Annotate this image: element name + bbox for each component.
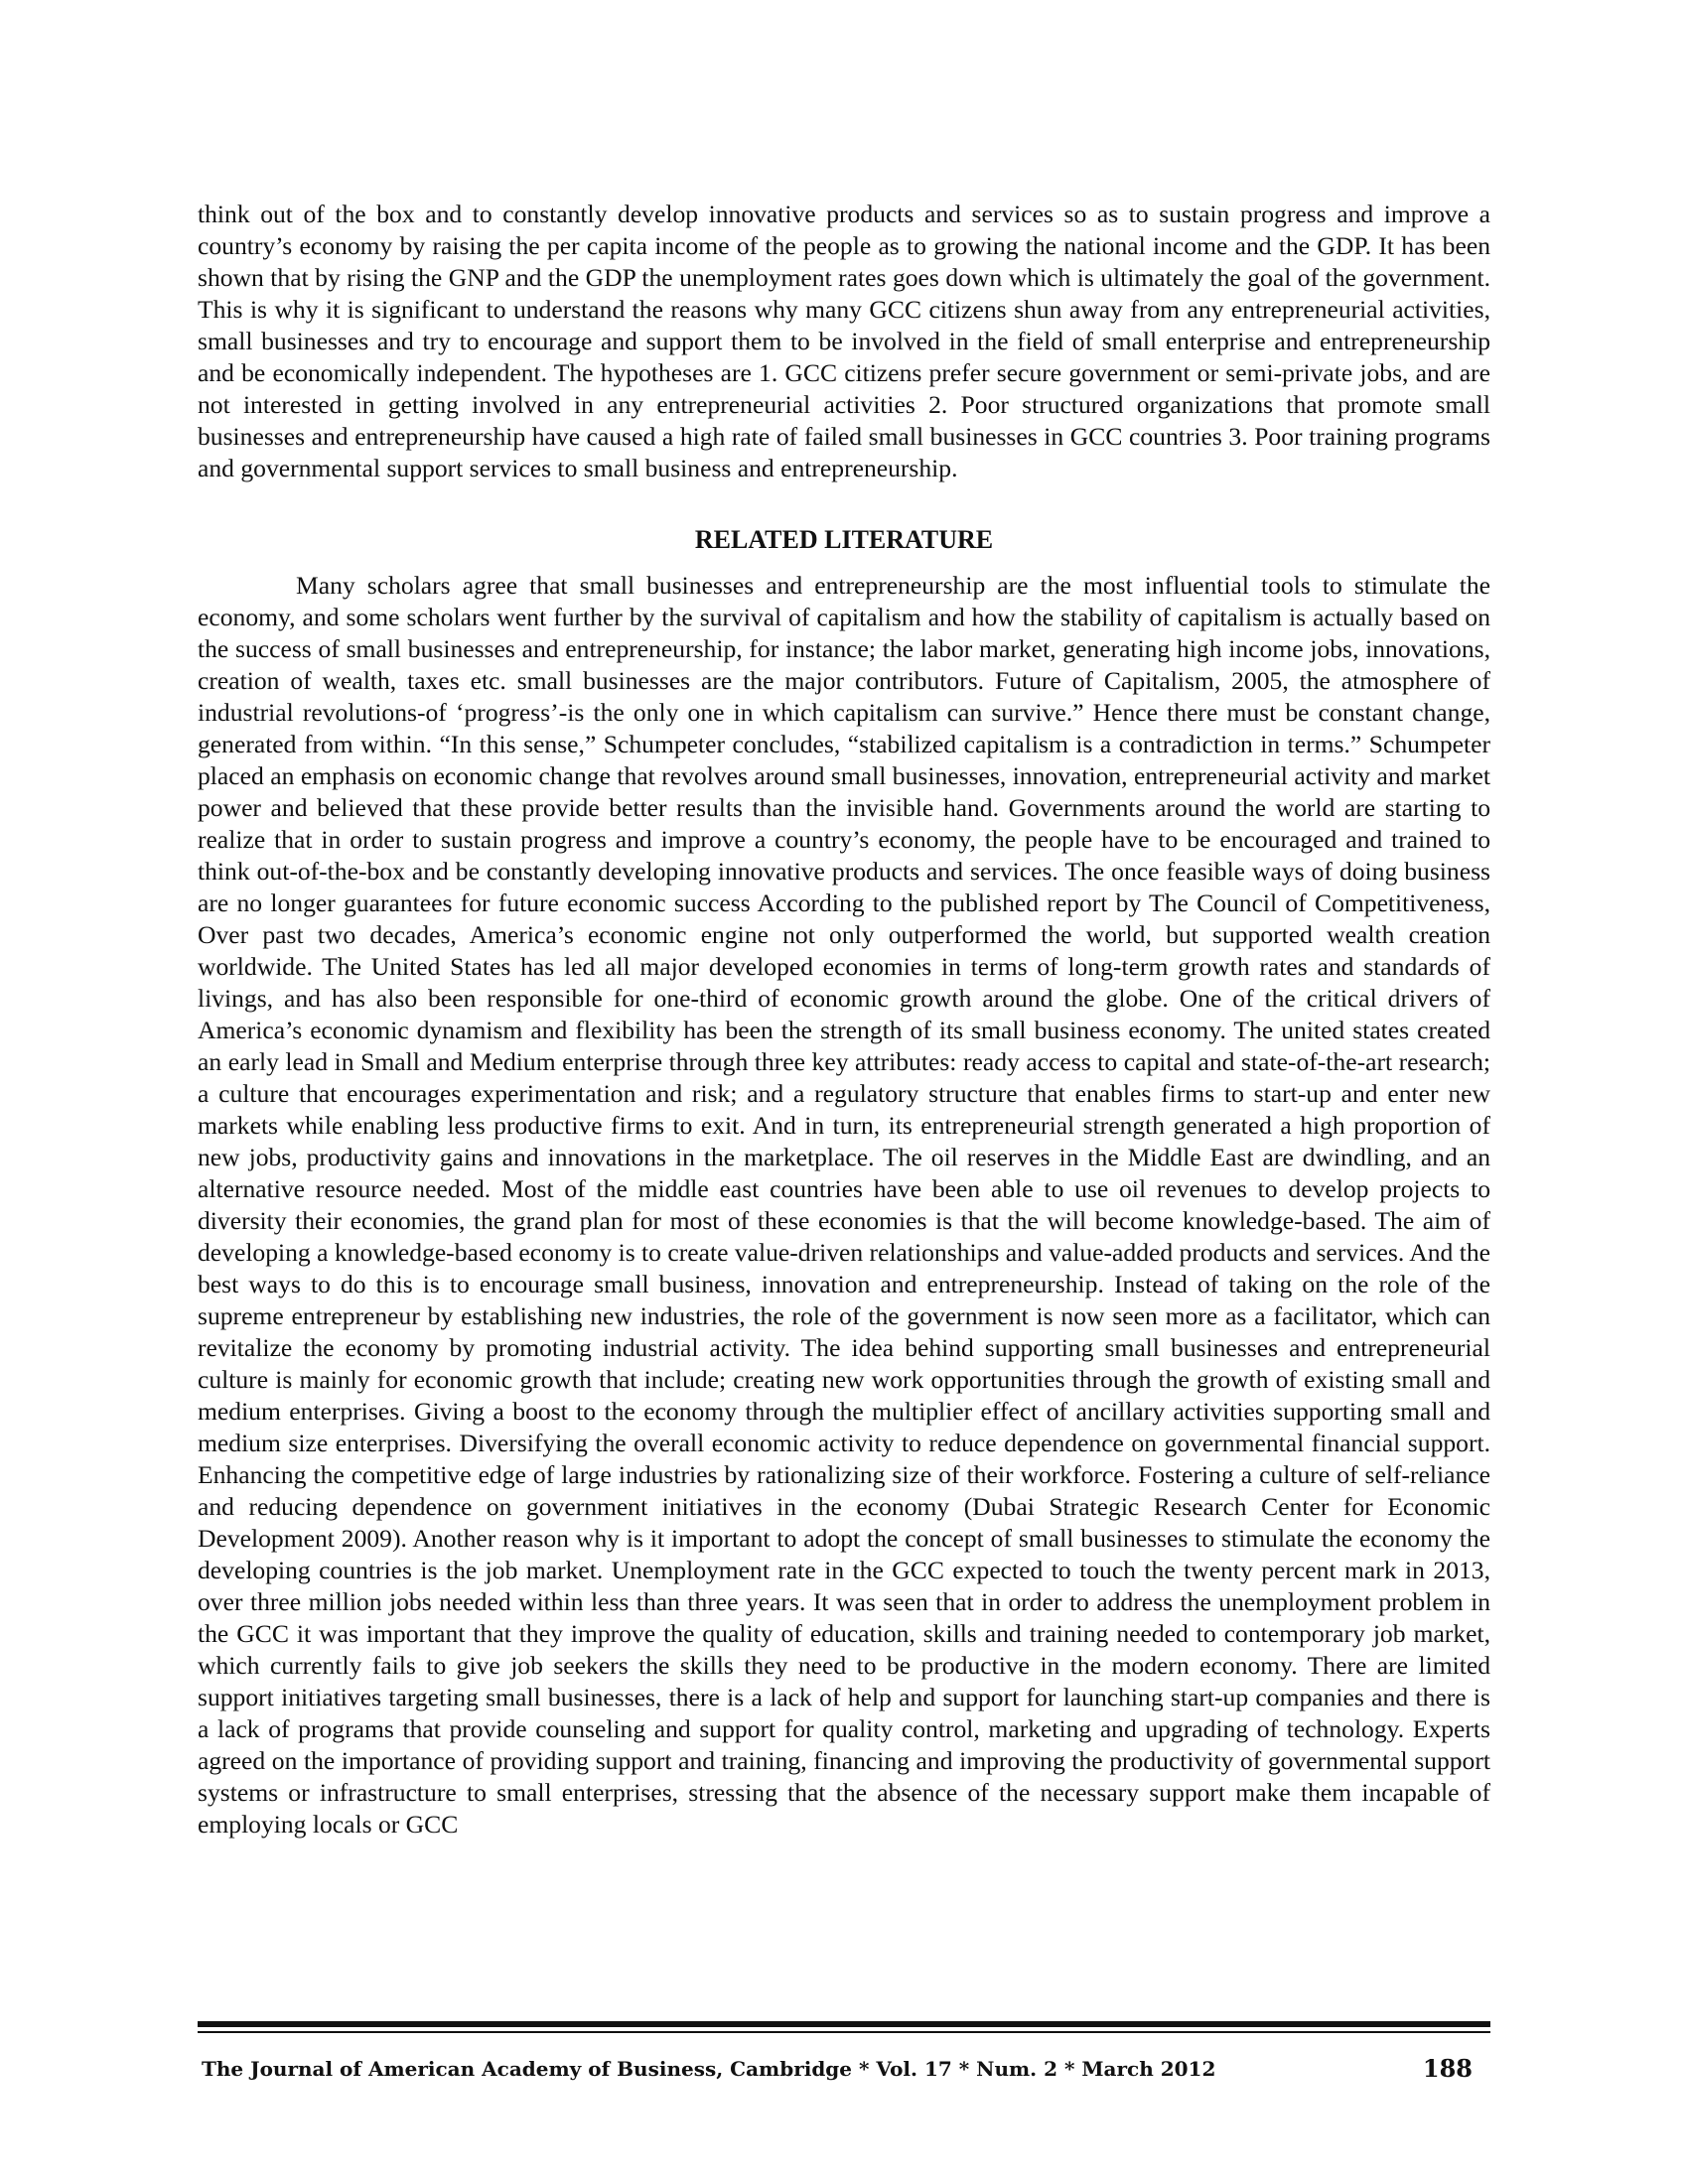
page-body [198, 199, 1490, 1841]
spacer [198, 484, 1490, 524]
page-number: 188 [1422, 2054, 1473, 2083]
intro-paragraph: think out of the box and to constantly develop innovative products and services so as to sustain progress and improve a country’s economy by raising the per capita income of the people as to growing the national income and the GDP. It has been shown that by rising the GNP and the GDP the unemployment rates goes down which is ultimately the goal of the government. This is why it is significant to understand the reasons why many GCC citizens shun away from any entrepreneurial activities, small businesses and try to encourage and support them to be involved in the field of small enterprise and entrepreneurship and be economically independent. The hypotheses are 1. GCC citizens prefer secure government or semi-private jobs, and are not interested in getting involved in any entrepreneurial activities 2. Poor structured organizations that promote small businesses and entrepreneurship have caused a high rate of failed small businesses in GCC countries 3. Poor training programs and governmental support services to small business and entrepreneurship. [198, 200, 1490, 482]
footer-rule-thick [198, 2021, 1490, 2027]
literature-paragraph: Many scholars agree that small businesses and entrepreneurship are the most influential tools to stimulate the economy, and some scholars went further by the survival of capitalism and how the stability of capitalism is actually based on the success of small businesses and entrepreneurship, for instance; the labor market, generating high income jobs, innovations, creation of wealth, taxes etc. small businesses are the major contributors. Future of Capitalism, 2005, the atmosphere of industrial revolutions-of ‘progress’-is the only one in which capitalism can survive.” Hence there must be constant change, generated from within. “In this sense,” Schumpeter concludes, “stabilized capitalism is a contradiction in terms.” Schumpeter placed an emphasis on economic change that revolves around small businesses, innovation, entrepreneurial activity and market power and believed that these provide better results than the invisible hand. Governments around the world are starting to realize that in order to sustain progress and improve a country’s economy, the people have to be encouraged and trained to think out-of-the-box and be constantly developing innovative products and services. The once feasible ways of doing business are no longer guarantees for future economic success According to the published report by The Council of Competitiveness, Over past two decades, America’s economic engine not only outperformed the world, but supported wealth creation worldwide. The United States has led all major developed economies in terms of long-term growth rates and standards of livings, and has also been responsible for one-third of economic growth around the globe. One of the critical drivers of America’s economic dynamism and flexibility has been the strength of its small business economy. The united states created an early lead in Small and Medium enterprise through three key attributes: ready access to capital and state-of-the-art research; a culture that encourages experimentation and risk; and a regulatory structure that enables firms to start-up and enter new markets while enabling less productive firms to exit. And in turn, its entrepreneurial strength generated a high proportion of new jobs, productivity gains and innovations in the marketplace. The oil reserves in the Middle East are dwindling, and an alternative resource needed. Most of the middle east countries have been able to use oil revenues to develop projects to diversity their economies, the grand plan for most of these economies is that the will become knowledge-based. The aim of developing a knowledge-based economy is to create value-driven relationships and value-added products and services. And the best ways to do this is to encourage small business, innovation and entrepreneurship. Instead of taking on the role of the supreme entrepreneur by establishing new industries, the role of the government is now seen more as a facilitator, which can revitalize the economy by promoting industrial activity. The idea behind supporting small businesses and entrepreneurial culture is mainly for economic growth that include; creating new work opportunities through the growth of existing small and medium enterprises. Giving a boost to the economy through the multiplier effect of ancillary activities supporting small and medium size enterprises. Diversifying the overall economic activity to reduce dependence on governmental financial support. Enhancing the competitive edge of large industries by rationalizing size of their workforce. Fostering a culture of self-reliance and reducing dependence on government initiatives in the economy (Dubai Strategic Research Center for Economic Development 2009). Another reason why is it important to adopt the concept of small businesses to stimulate the economy the developing countries is the job market. Unemployment rate in the GCC expected to touch the twenty percent mark in 2013, over three million jobs needed within less than three years. It was seen that in order to address the unemployment problem in the GCC it was important that they improve the quality of education, skills and training needed to contemporary job market, which currently fails to give job seekers the skills they need to be productive in the modern economy. There are limited support initiatives targeting small businesses, there is a lack of help and support for launching start-up companies and there is a lack of programs that provide counseling and support for quality control, marketing and upgrading of technology. Experts agreed on the importance of providing support and training, financing and improving the productivity of governmental support systems or infrastructure to small enterprises, stressing that the absence of the necessary support make them incapable of employing locals or GCC [198, 571, 1491, 1839]
footer-rule-thin [198, 2031, 1490, 2033]
journal-citation: The Journal of American Academy of Business, Cambridge * Vol. 17 * Num. 2 * March 2012 [202, 2057, 1216, 2081]
spacer [198, 556, 1490, 570]
section-heading: RELATED LITERATURE [694, 525, 994, 554]
page-footer [202, 2055, 1473, 2083]
